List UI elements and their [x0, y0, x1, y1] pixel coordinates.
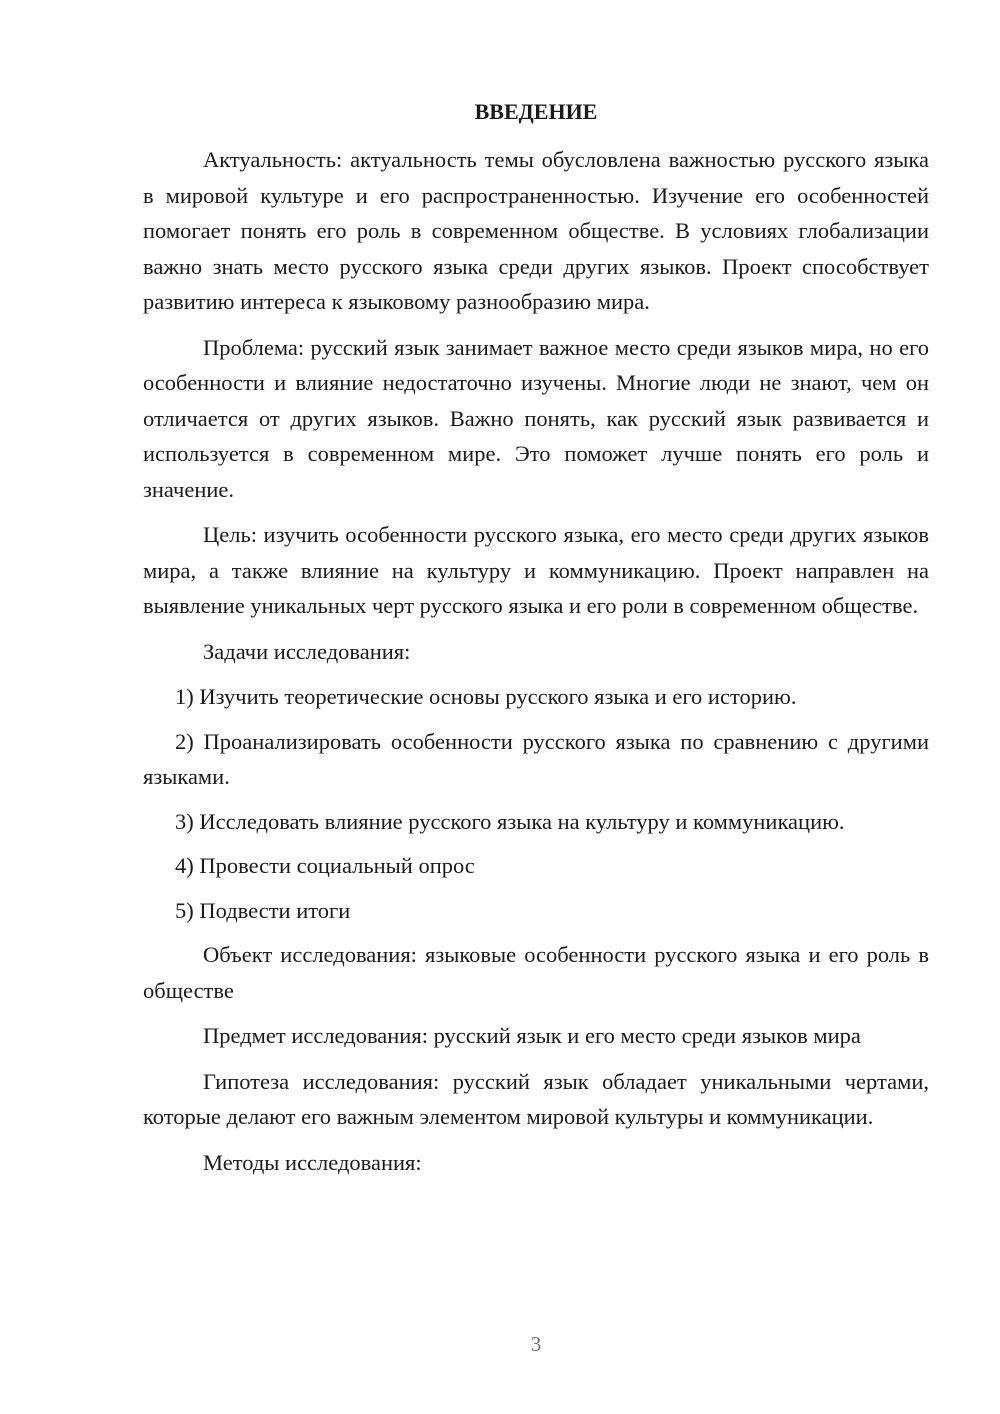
problem-paragraph: Проблема: русский язык занимает важное место среди языков мира, но его особенности и влияние недостаточно изучены. Многие люди не знают, чем он отличается от других языков. Важно понять, как русский язык развивается и используется в современном мире. Это поможет лучше понять его роль и значение.	[143, 334, 929, 502]
section-title: ВВЕДЕНИЕ	[474, 99, 598, 124]
task-item-1: 1) Изучить теоретические основы русского языка и его историю.	[175, 684, 797, 709]
task-item-3: 3) Исследовать влияние русского языка на культуру и коммуникацию.	[175, 808, 845, 834]
page-number: 3	[530, 1332, 542, 1356]
task-item-2: 2) Проанализировать особенности русского языка по сравнению с другими языками.	[143, 728, 929, 789]
task-item-4: 4) Провести социальный опрос	[175, 853, 475, 878]
methods-heading: Методы исследования:	[203, 1149, 422, 1175]
document-page	[143, 94, 929, 1190]
subject-paragraph: Предмет исследования: русский язык и его место среди языков мира	[203, 1023, 861, 1048]
goal-paragraph: Цель: изучить особенности русского языка, его место среди других языков мира, а также влияние на культуру и коммуникацию. Проект направлен на выявление уникальных черт русского языка и его роли в современном обществе.	[143, 522, 929, 618]
task-item-5: 5) Подвести итоги	[175, 897, 351, 923]
relevance-paragraph: Актуальность: актуальность темы обусловлена важностью русского языка в мировой культуре и его распространенностью. Изучение его особенностей помогает понять его роль в современном обществе. В условиях глобализации важно знать место русского языка среди других языков. Проект способствует развитию интереса к языковому разнообразию мира.	[143, 147, 929, 314]
hypothesis-paragraph: Гипотеза исследования: русский язык обладает уникальными чертами, которые делают его важным элементом мировой культуры и коммуникации.	[143, 1068, 929, 1129]
tasks-heading: Задачи исследования:	[203, 638, 411, 664]
object-paragraph: Объект исследования: языковые особенности русского языка и его роль в обществе	[143, 942, 929, 1003]
